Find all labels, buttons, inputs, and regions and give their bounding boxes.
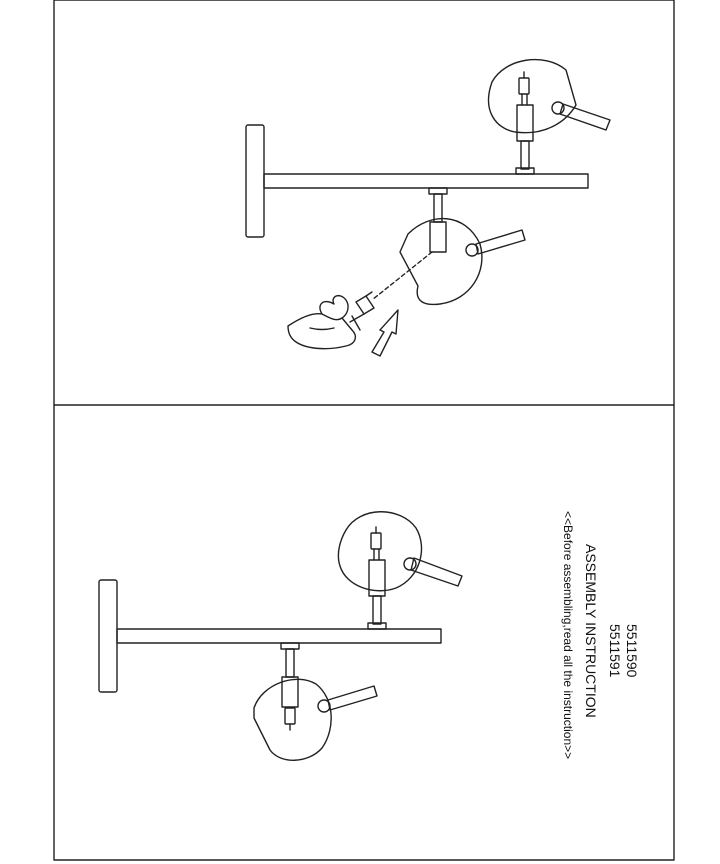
lamp-head-lower-2: [254, 643, 377, 760]
wall-plate-2: [99, 580, 117, 692]
arrow-icon: [372, 310, 398, 356]
product-code-1: 5511590: [624, 624, 640, 678]
product-code-2: 5511591: [607, 624, 623, 678]
lamp-head-lower: [372, 188, 525, 304]
panel-assembled-lamp: [99, 512, 462, 761]
lamp-arm-2: [117, 629, 441, 643]
lamp-head-upper-2: [338, 512, 462, 629]
bulb-in-hand: [350, 292, 374, 330]
lamp-head-upper: [489, 60, 610, 174]
document-title: ASSEMBLY INSTRUCTION: [583, 544, 599, 718]
wall-plate: [246, 125, 264, 237]
panel-bulb-insertion: [246, 60, 610, 356]
hand-illustration: [288, 296, 355, 349]
page-border: [54, 0, 674, 860]
lamp-arm: [264, 174, 588, 188]
instruction-note: <<Before assembling,read all the instruction>>: [561, 511, 575, 760]
